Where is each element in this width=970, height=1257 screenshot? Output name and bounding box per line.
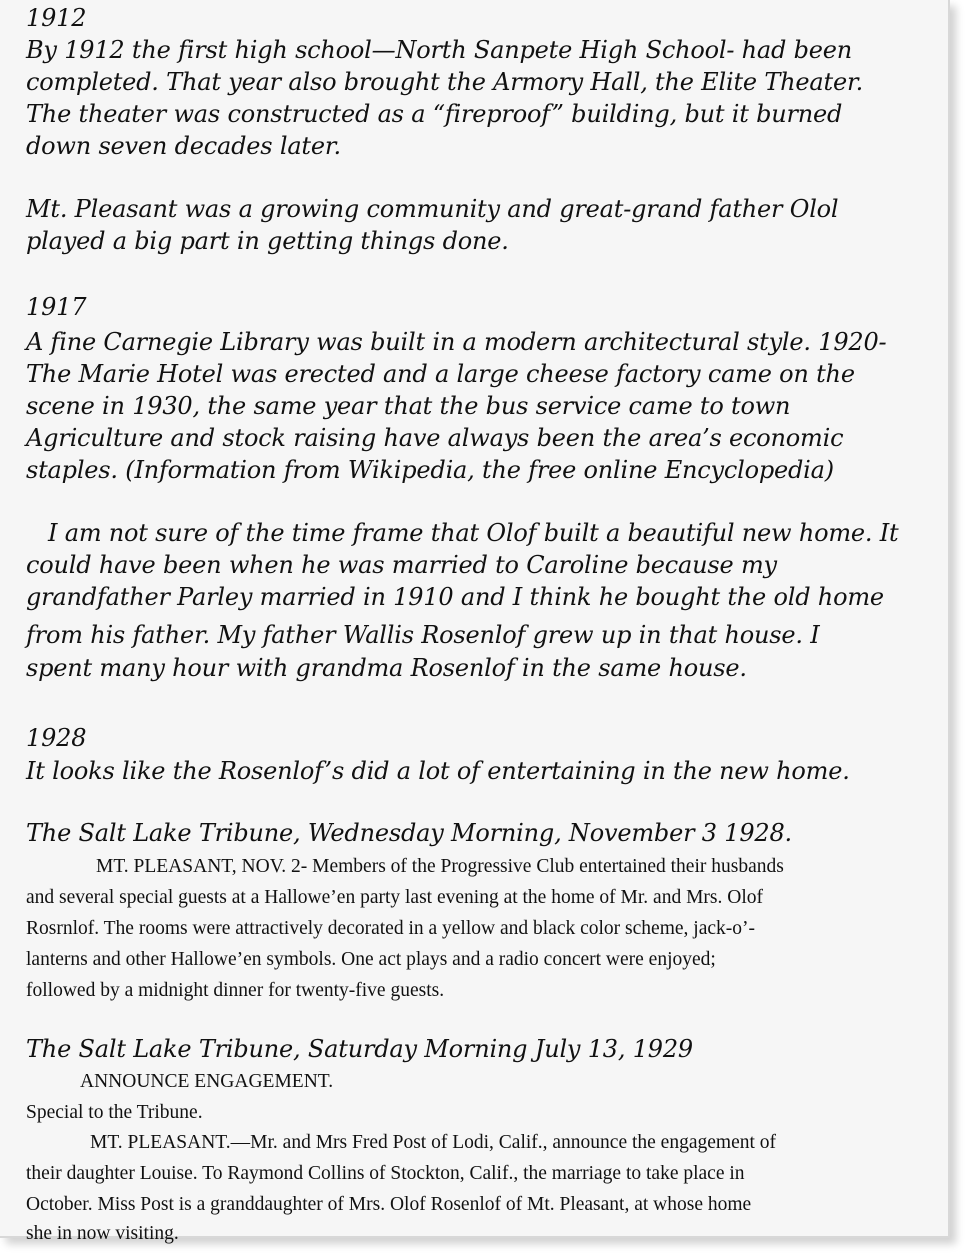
paragraph-olof-line-2: played a big part in getting things done. bbox=[26, 227, 509, 255]
tribune-1928-line-5: followed by a midnight dinner for twenty-five guests. bbox=[26, 980, 445, 1001]
year-heading-1917: 1917 bbox=[26, 293, 87, 321]
tribune-1929-line-1: MT. PLEASANT.—Mr. and Mrs Fred Post of Lodi, Calif., announce the engagement of bbox=[90, 1132, 777, 1153]
paragraph-home-line-5: spent many hour with grandma Rosenlof in the same house. bbox=[26, 654, 747, 682]
paragraph-home-line-3: grandfather Parley married in 1910 and I think he bought the old home bbox=[26, 583, 884, 611]
tribune-1928-line-2: and several special guests at a Hallowe’en party last evening at the home of Mr. and Mrs. Olof bbox=[26, 887, 763, 908]
paragraph-olof-line-1: Mt. Pleasant was a growing community and great-grand father Olol bbox=[26, 195, 839, 223]
paragraph-1912-line-1: By 1912 the first high school—North Sanpete High School- had been bbox=[26, 36, 853, 64]
paragraph-home-line-2: could have been when he was married to Caroline because my bbox=[26, 551, 777, 579]
year-heading-1912: 1912 bbox=[26, 4, 87, 32]
paragraph-1928-line-1: It looks like the Rosenlof’s did a lot of entertaining in the new home. bbox=[26, 757, 850, 785]
paragraph-home-line-1: I am not sure of the time frame that Olof built a beautiful new home. It bbox=[48, 519, 899, 547]
paragraph-1917-line-3: scene in 1930, the same year that the bus service came to town bbox=[26, 392, 791, 420]
tribune-1929-line-3: October. Miss Post is a granddaughter of Mrs. Olof Rosenlof of Mt. Pleasant, at whose home bbox=[26, 1194, 752, 1215]
tribune-1929-heading: The Salt Lake Tribune, Saturday Morning July 13, 1929 bbox=[26, 1035, 693, 1063]
paragraph-1917-line-1: A fine Carnegie Library was built in a modern architectural style. 1920- bbox=[26, 328, 887, 356]
year-heading-1928: 1928 bbox=[26, 724, 87, 752]
tribune-1928-line-1: MT. PLEASANT, NOV. 2- Members of the Progressive Club entertained their husbands bbox=[96, 856, 784, 877]
tribune-1929-byline: Special to the Tribune. bbox=[26, 1102, 203, 1123]
tribune-1929-subheading: ANNOUNCE ENGAGEMENT. bbox=[80, 1071, 334, 1092]
paragraph-1912-line-2: completed. That year also brought the Armory Hall, the Elite Theater. bbox=[26, 68, 864, 96]
tribune-1928-line-3: Rosrnlof. The rooms were attractively decorated in a yellow and black color scheme, jack-o’- bbox=[26, 918, 755, 939]
tribune-1928-line-4: lanterns and other Hallowe’en symbols. One act plays and a radio concert were enjoyed; bbox=[26, 949, 716, 970]
paragraph-home-line-4: from his father. My father Wallis Rosenlof grew up in that house. I bbox=[26, 621, 820, 649]
paragraph-1917-line-2: The Marie Hotel was erected and a large cheese factory came on the bbox=[26, 360, 855, 388]
paragraph-1917-line-4: Agriculture and stock raising have always been the area’s economic bbox=[26, 424, 844, 452]
paragraph-1912-line-4: down seven decades later. bbox=[26, 132, 341, 160]
paragraph-1917-line-5: staples. (Information from Wikipedia, the free online Encyclopedia) bbox=[26, 456, 834, 484]
paragraph-1912-line-3: The theater was constructed as a “fireproof” building, but it burned bbox=[26, 100, 843, 128]
tribune-1929-line-2: their daughter Louise. To Raymond Collins of Stockton, Calif., the marriage to take place in bbox=[26, 1163, 745, 1184]
tribune-1928-heading: The Salt Lake Tribune, Wednesday Morning, November 3 1928. bbox=[26, 819, 792, 847]
tribune-1929-line-4: she in now visiting. bbox=[26, 1223, 179, 1244]
